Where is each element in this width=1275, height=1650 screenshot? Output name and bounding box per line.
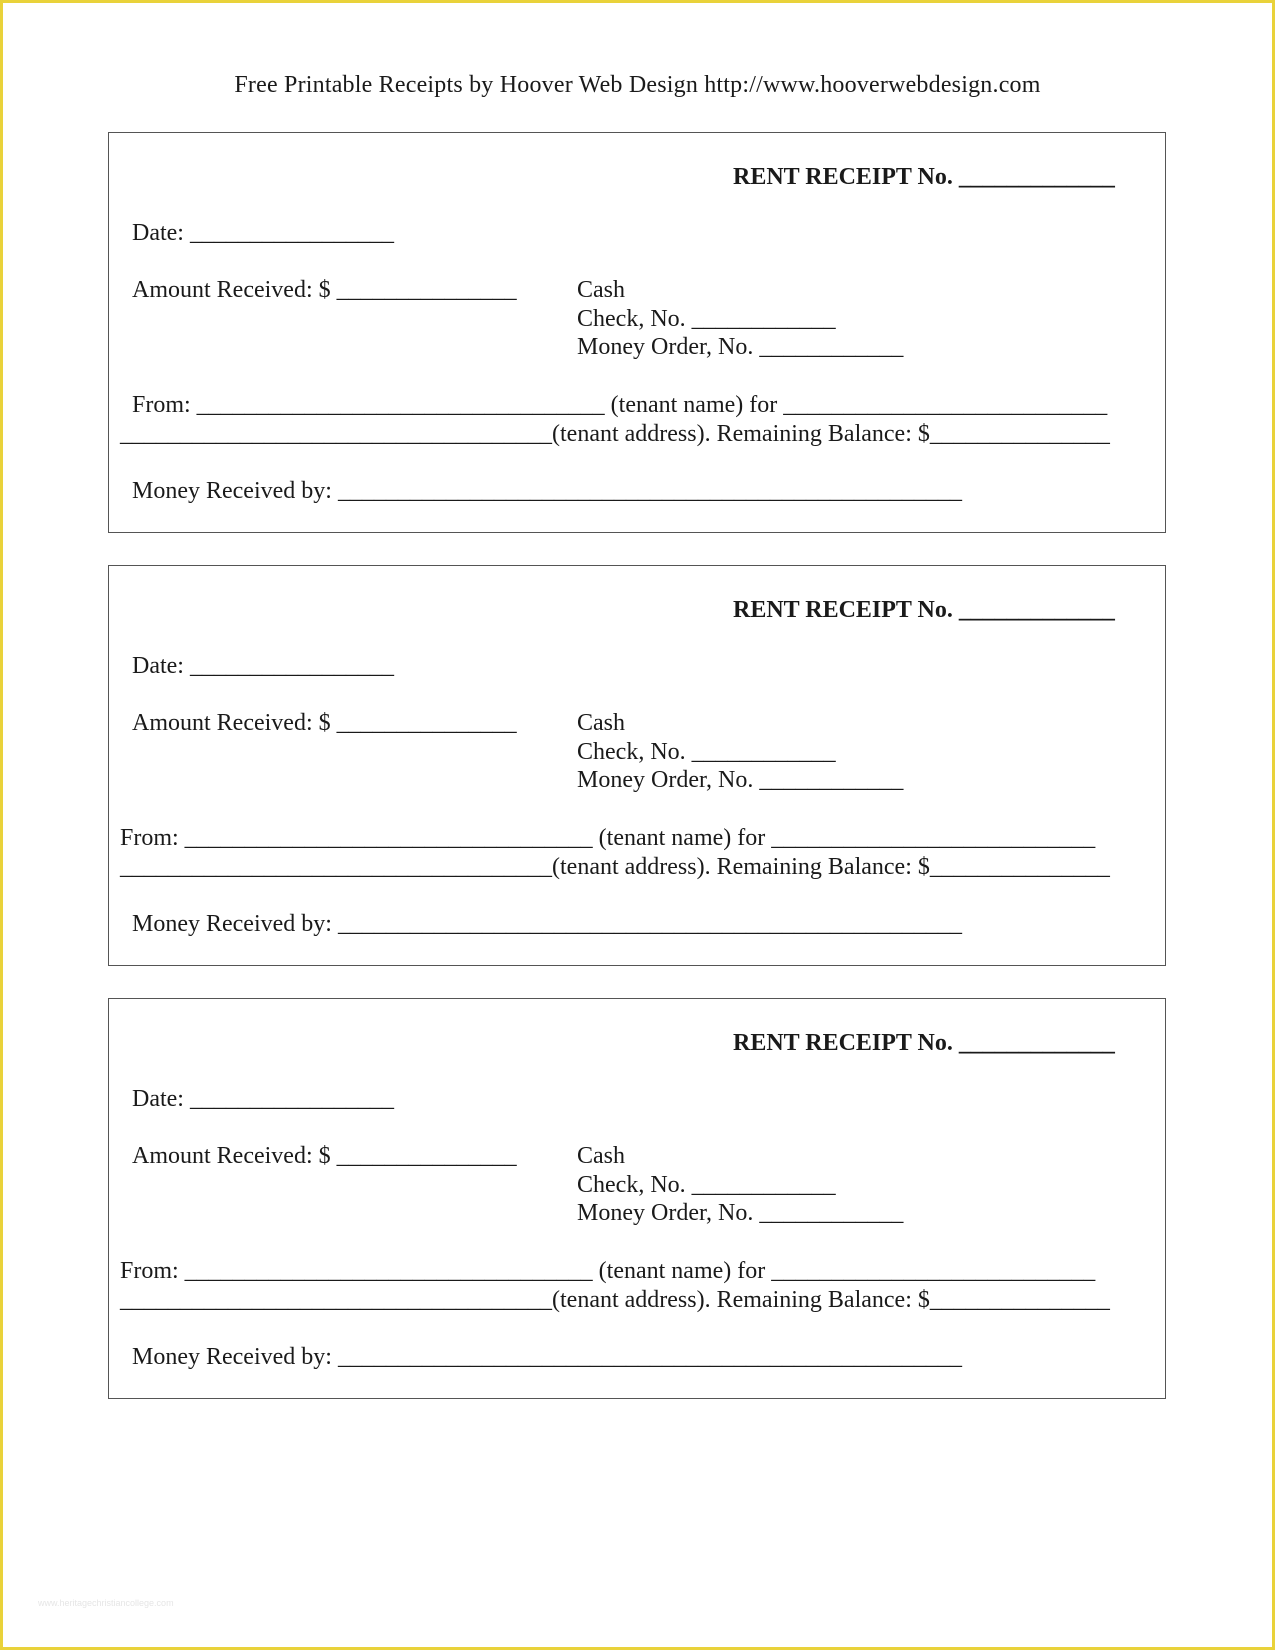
date-field: Date: _________________ <box>132 653 394 679</box>
receipt-1 <box>108 132 1166 533</box>
receipt-title: RENT RECEIPT No. _____________ <box>733 1030 1115 1056</box>
date-field: Date: _________________ <box>132 220 394 246</box>
money-received-by-field: Money Received by: ____________________________________________________ <box>132 1344 962 1370</box>
page-header: Free Printable Receipts by Hoover Web Design http://www.hooverwebdesign.com <box>234 72 1041 98</box>
receipt-title: RENT RECEIPT No. _____________ <box>733 597 1115 623</box>
date-field: Date: _________________ <box>132 1086 394 1112</box>
amount-received-field: Amount Received: $ _______________ <box>132 710 517 736</box>
payment-cash: Cash <box>577 1143 625 1169</box>
payment-cash: Cash <box>577 277 625 303</box>
amount-received-field: Amount Received: $ _______________ <box>132 1143 517 1169</box>
receipt-2 <box>108 565 1166 966</box>
watermark: www.heritagechristiancollege.com <box>38 1598 174 1608</box>
payment-check: Check, No. ____________ <box>577 739 836 765</box>
payment-money-order: Money Order, No. ____________ <box>577 1200 904 1226</box>
payment-check: Check, No. ____________ <box>577 306 836 332</box>
tenant-address-field: ____________________________________(tenant address). Remaining Balance: $_______________ <box>120 421 1110 447</box>
payment-money-order: Money Order, No. ____________ <box>577 767 904 793</box>
receipt-3 <box>108 998 1166 1399</box>
receipt-title: RENT RECEIPT No. _____________ <box>733 164 1115 190</box>
tenant-address-field: ____________________________________(tenant address). Remaining Balance: $_______________ <box>120 854 1110 880</box>
money-received-by-field: Money Received by: ____________________________________________________ <box>132 478 962 504</box>
payment-cash: Cash <box>577 710 625 736</box>
payment-check: Check, No. ____________ <box>577 1172 836 1198</box>
tenant-name-field: From: __________________________________ (tenant name) for ___________________________ <box>120 825 1096 851</box>
tenant-name-field: From: __________________________________ (tenant name) for ___________________________ <box>120 1258 1096 1284</box>
amount-received-field: Amount Received: $ _______________ <box>132 277 517 303</box>
tenant-address-field: ____________________________________(tenant address). Remaining Balance: $_______________ <box>120 1287 1110 1313</box>
tenant-name-field: From: __________________________________ (tenant name) for ___________________________ <box>132 392 1108 418</box>
payment-money-order: Money Order, No. ____________ <box>577 334 904 360</box>
money-received-by-field: Money Received by: ____________________________________________________ <box>132 911 962 937</box>
